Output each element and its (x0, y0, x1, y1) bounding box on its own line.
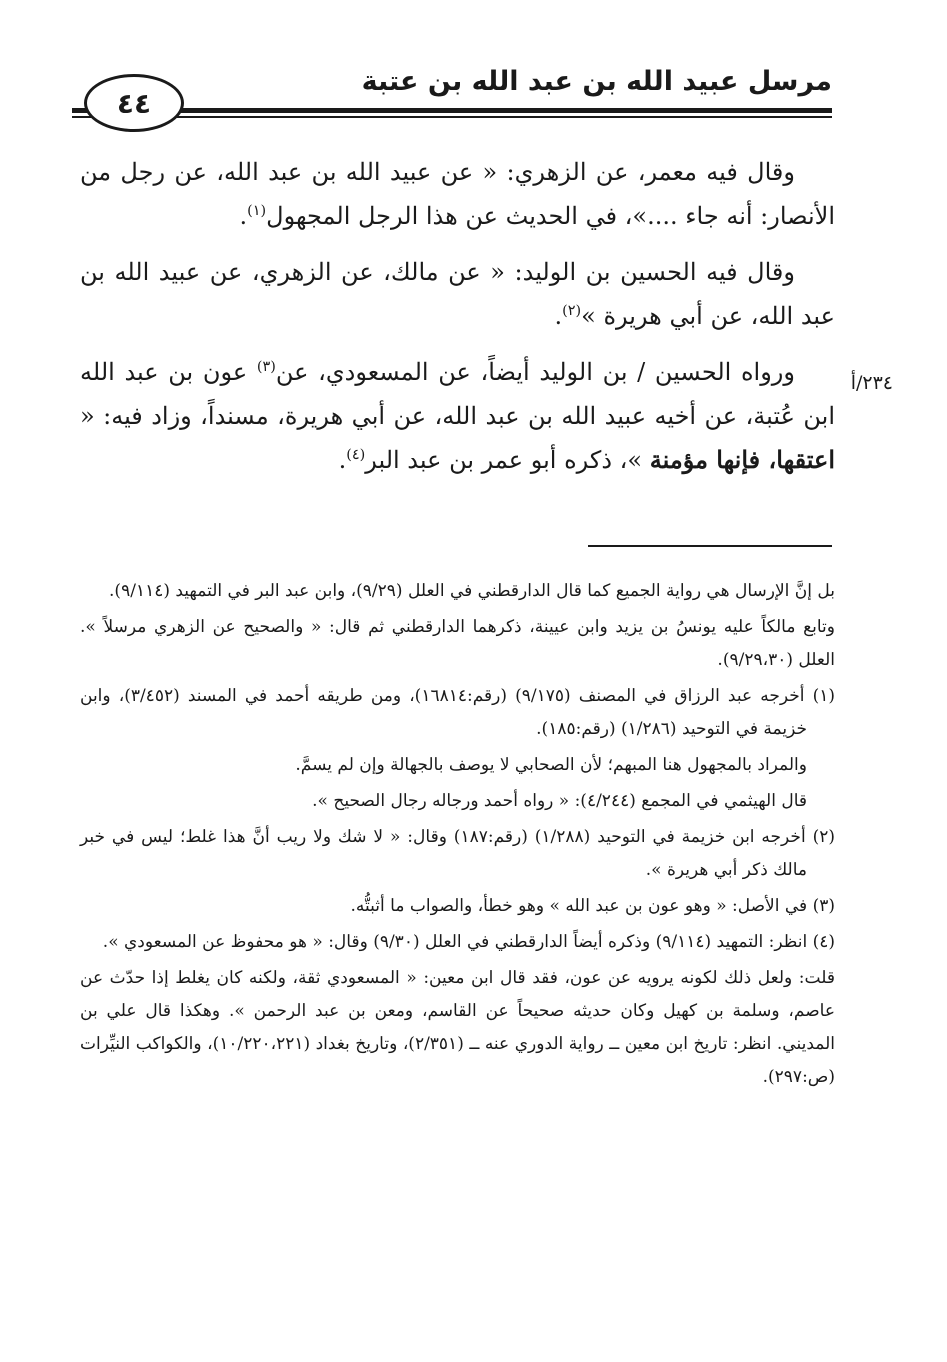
page-number-badge: ٤٤ (84, 74, 184, 132)
footnote-4-comment: قلت: ولعل ذلك لكونه يرويه عن عون، فقد قال ابن معين: « المسعودي ثقة، ولكنه كان يغلط إذا حدّث عن عاصم، وسلمة بن كهيل وكان حديثه صحيحاً عن القاسم، ومعن بن عبد الرحمن ». وهكذا قال علي بن المديني. انظر: تاريخ ابن معين ــ رواية الدوري عنه ــ (٢/٣٥١)، وتاريخ بغداد (١٠/٢٢٠،٢٢١)، والكواكب النيِّرات (ص:٢٩٧). (80, 968, 835, 1087)
footnote-ref-3[interactable]: (٣) (256, 359, 276, 375)
paragraph-1 (80, 150, 835, 238)
paragraph-3-text-b: عون بن عبد الله ابن عُتبة، عن أخيه عبيد الله بن عبد الله، عن أبي هريرة، مسنداً، وزاد فيه: « (80, 358, 835, 430)
paragraph-2-end: . (554, 302, 563, 330)
footnote-ref-1[interactable]: (١) (247, 203, 267, 219)
paragraph-3 (80, 350, 835, 482)
footnote-ref-4[interactable]: (٤) (346, 447, 366, 463)
paragraph-1-text: وقال فيه معمر، عن الزهري: « عن عبيد الله بن عبد الله، عن رجل من الأنصار: أنه جاء ....»، في الحديث عن هذا الرجل المجهول (80, 158, 835, 230)
paragraph-3-end: . (338, 446, 347, 474)
running-title: مرسل عبيد الله بن عبد الله بن عتبة (361, 66, 832, 97)
quoted-hadith-text: اعتقها، فإنها مؤمنة (649, 445, 835, 474)
paragraph-1-end: . (239, 202, 248, 230)
footnote-divider (588, 545, 832, 547)
footnote-3: (٣) في الأصل: « وهو عون بن عبد الله » وهو خطأ، والصواب ما أثبتُّه. (350, 896, 835, 916)
footnote-2: (٢) أخرجه ابن خزيمة في التوحيد (١/٢٨٨) (رقم:١٨٧) وقال: « لا شك ولا ريب أنَّ هذا غلط؛ ليس في خبر مالك ذكر أبي هريرة ». (80, 827, 835, 880)
footnote-1-remark-2: قال الهيثمي في المجمع (٤/٢٤٤): « رواه أحمد ورجاله رجال الصحيح ». (312, 791, 807, 811)
paragraph-2 (80, 250, 835, 338)
footnote-continuation-1: بل إنَّ الإرسال هي رواية الجميع كما قال الدارقطني في العلل (٩/٢٩)، وابن عبد البر في التمهيد (٩/١١٤). (109, 581, 835, 601)
footnote-continuation-2: وتابع مالكاً عليه يونسُ بن يزيد وابن عيينة، ذكرهما الدارقطني ثم قال: « والصحيح عن الزهري مرسلاً ». العلل (٩/٢٩،٣٠). (80, 617, 835, 670)
paragraph-3-text-c: »، ذكره أبو عمر بن عبد البر (365, 446, 650, 474)
footnote-1-remark-1: والمراد بالمجهول هنا المبهم؛ لأن الصحابي لا يوصف بالجهالة وإن لم يسمَّ. (295, 755, 807, 775)
main-text (80, 150, 835, 494)
footnotes (80, 575, 835, 1097)
page-header (72, 60, 832, 128)
manuscript-folio-ref: ٢٣٤/أ (850, 372, 893, 394)
footnote-ref-2[interactable]: (٢) (562, 303, 582, 319)
header-rule (72, 108, 832, 113)
paragraph-3-text-a: ورواه الحسين / بن الوليد أيضاً، عن المسعودي، عن (275, 358, 795, 386)
paragraph-2-text: وقال فيه الحسين بن الوليد: « عن مالك، عن الزهري، عن عبيد الله بن عبد الله، عن أبي هريرة » (80, 258, 835, 330)
footnote-1: (١) أخرجه عبد الرزاق في المصنف (٩/١٧٥) (رقم:١٦٨١٤)، ومن طريقه أحمد في المسند (٣/٤٥٢)، وابن خزيمة في التوحيد (١/٢٨٦) (رقم:١٨٥). (80, 686, 835, 739)
footnote-4: (٤) انظر: التمهيد (٩/١١٤) وذكره أيضاً الدارقطني في العلل (٩/٣٠) وقال: « هو محفوظ عن المسعودي ». (102, 932, 835, 952)
header-rule-thin (72, 116, 832, 118)
